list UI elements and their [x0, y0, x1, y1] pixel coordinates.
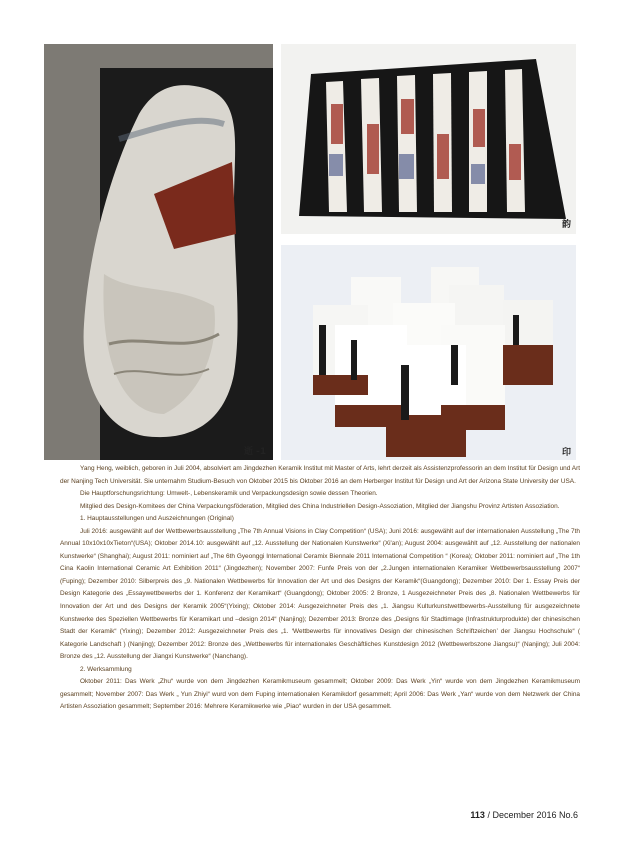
paragraph-exhibitions: Juli 2016: ausgewählt auf der Wettbewerbsausstellung „The 7th Annual Visions in Clay Competition“ (USA); Juni 2016: ausgewählt auf der internationalen Ausstellung „The 7th Annual 10x10x10xTieton“(USA); Oktober 2014.10: ausgewählt auf „12. Ausstellung der Nationalen Kunstwerke“ (Xi'an); August 2004: ausgewählt auf „12. Ausstellung der nationalen Kunstwerke“ (Shanghai); August 2011: nominiert auf „The 6th Gyeonggi International Ceramix Biennale 2011 International Competition “ (Korea); Oktober 2011: nominiert auf „The 1th Cina Kaolin International Ceramic Art Exhibition 2011“ (Jingdezhen); November 2007: Funfe Preis von der „2.Jungen internationalen Keramiker Wettbewerbsausstellung 2007“ (Fuping); Dezember 2010: Silberpreis des „9. Nationalen Wettbewerbs für Innovation der Art und des Designs der Keramik“(Guangdong); Dezember 2010: Der 1. Essay Preis der Design Kategorie des „Essaywettbewerbs der 1. Konferenz der Keramikart“ (Guangdong); Oktober 2005: 2 Bronze, 1 Ausgezeichneter Preis des „8. Nationalen Wettbewerbs für Innovation der Art und des Designs der Keramik 2005“(Yixing); Oktober 2014: Ausgezeichneter Preis des „1. Jiangsu Kulturkunstwettbewerbs-Ausstellung für ausgezeichnete Kunstwerke des Speziellen Wettbewerbs für Keramikart und –design 2014“ (Nanjing); Dezember 2013: Bronze des „Designs für Stadtimage (Infrastrukturprodukte) der chinesischen Stadt der Keramik“ (Yixing); Dezember 2012: Ausgezeichneter Preis des „1. ‘Wettbewerbs für innovatives Design der chinesischen Schriftzeichen’ der Jiangsu Hochschule“ ( Kategorie Landschaft ) (Nanjing); Dezember 2012: Bronze des „Wettbewerbs für internationales Geschäftliches Kunstdesign 2012 (Wettbewerbszone Jiangsu)“ (Nanjing); Juli 2004: Bronze des „12. Ausstellung der Jiangxi Kunstwerke“ (Nanchang).: [60, 527, 580, 661]
figure-seal-cubes-caption: 印: [562, 448, 572, 458]
paragraph-memberships: Mitglied des Design-Komitees der China Verpackungsföderation, Mitglied des China Industriellen Design-Assoziation, Mitglied der Jiangshu Provinz Artisten Assoziation.: [80, 502, 560, 510]
paragraph-research: Die Hauptforschungsrichtung: Umwelt-, Lebenskeramik und Verpackungsdesign sowie dessen Theorien.: [80, 490, 378, 498]
page-folio: [470, 810, 578, 820]
issue-label: / December 2016 No.6: [487, 810, 578, 820]
biography-text: [60, 463, 580, 714]
paragraph-collections: Oktober 2011: Das Werk „Zhu“ wurde von dem Jingdezhen Keramikmuseum gesammelt; Oktober 2009: Das Werk „Yin“ wurde von dem Jingdezhen Keramikmuseum gesammelt; November 2007: Das Werk „ Yun Zhiyi“ wurd von dem Fuping internationalen Keramikdorf gesammelt; April 2006: Das Werk „Yan“ wurde von dem Netzwerk der China Artisten Assoziation gesammelt; September 2016: Mehrere Keramikwerke wie „Piao“ wurden in der USA gesammelt.: [60, 678, 580, 711]
heading-collections: 2. Werksammlung: [80, 665, 132, 673]
figure-calligraphy-caption: 韵: [562, 220, 572, 230]
heading-exhibitions: 1. Hauptausstellungen und Auszeichnungen (Original): [80, 515, 234, 523]
figure-calligraphy-photo: [281, 44, 576, 234]
figure-seal-cubes-photo: [281, 245, 576, 460]
page-number: 113: [470, 810, 485, 820]
figure-plaque-photo: [44, 44, 273, 460]
paragraph-intro: Yang Heng, weiblich, geboren in Juli 2004, absolviert am Jingdezhen Keramik Institut mit Master of Arts, lehrt derzeit als Assistenzprofessorin an dem Institut für Design und Art der Nanjing Tech Universität. Sie unternahm Studium-Besuch von Oktober 2015 bis Oktober 2016 an dem Herberger Institut für Design und Art der Arizona State University der USA.: [60, 465, 580, 485]
figure-plaque-caption: 逝 -1: [244, 447, 267, 457]
